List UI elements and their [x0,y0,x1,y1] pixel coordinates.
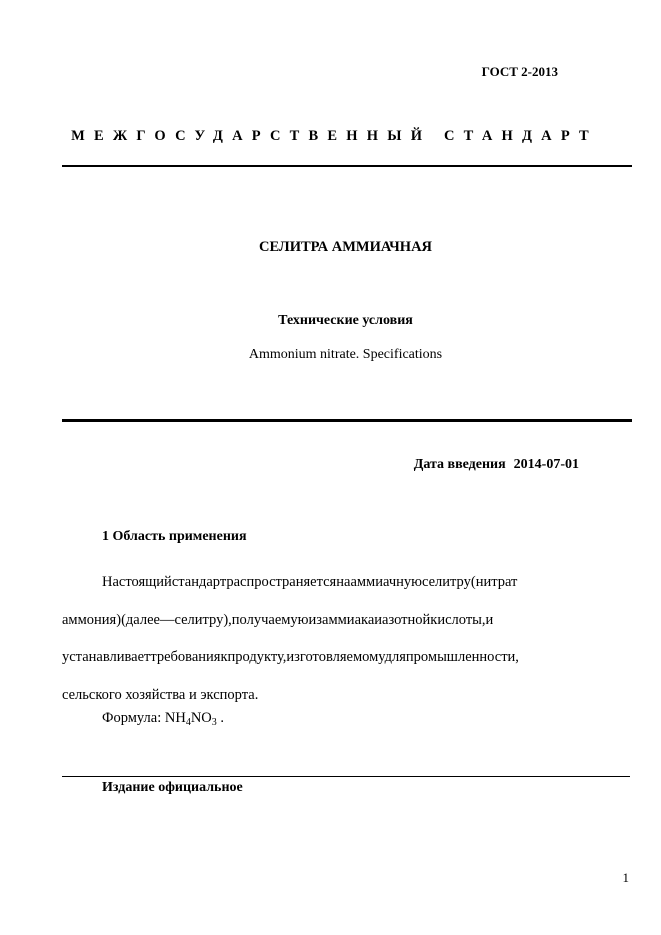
paragraph-line: аммония)(далее—селитру),получаемуюизаммиакаиазотнойкислоты,и [62,611,494,628]
document-title: СЕЛИТРА АММИАЧНАЯ [258,239,433,255]
introduction-date-label: Дата введения [413,457,506,472]
formula-value: $NH_4NO_3$ . [164,710,225,728]
paragraph-line: устанавливаеттребованиякпродукту,изготовляемомудляпромышленности, [62,649,519,665]
footer-divider [62,776,630,777]
paragraph-line: сельского хозяйства и экспорта. [62,686,259,703]
standard-code: ГОСТ 2-2013 [481,64,558,79]
top-divider [62,165,632,167]
section-heading: 1 Область применения [102,529,247,544]
title-divider [62,419,632,422]
formula-label: Формула: [102,710,162,726]
introduction-date-value: 2014-07-01 [513,457,579,472]
standard-type-heading: МЕЖГОСУДАРСТВЕННЫЙ СТАНДАРТ [71,128,598,144]
edition-note: Издание официальное [102,780,243,795]
scope-paragraph [62,564,632,714]
document-subtitle: Технические условия [278,313,413,328]
introduction-date [414,457,579,473]
chemical-formula [102,710,224,728]
page-number: 1 [622,870,629,885]
paragraph-line: Настоящийстандартраспространяетсянааммиачнуюселитру(нитрат [102,574,518,590]
document-subtitle-english: Ammonium nitrate. Specifications [248,347,443,362]
